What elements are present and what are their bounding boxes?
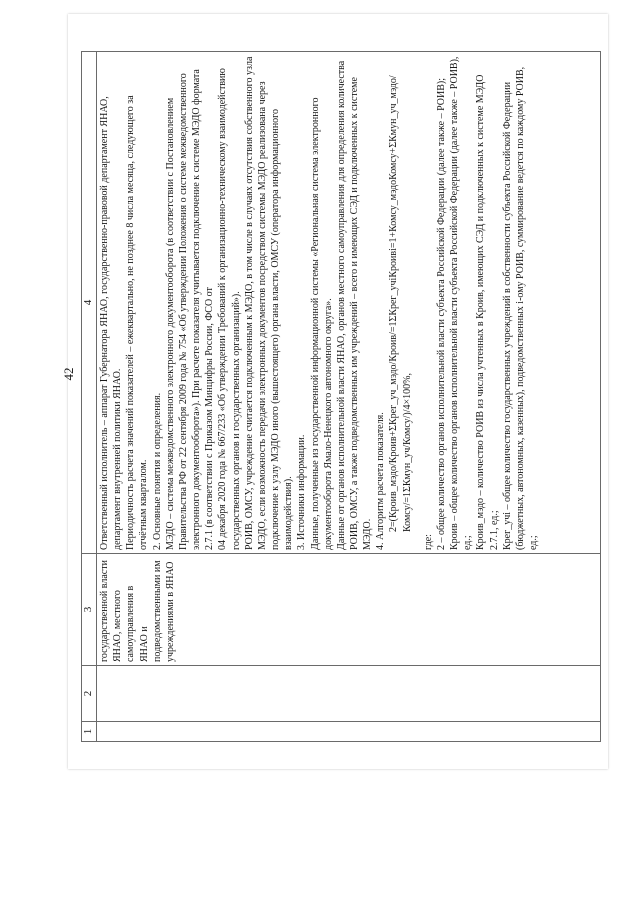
text-section-2-heading: 2. Основные понятия и определения. <box>151 392 163 550</box>
text-where: где: <box>422 534 434 550</box>
text-order-reference: 04 декабря 2020 года № 667/233 «Об утверждении Требований к организационно-техническому взаимодействию государственных органов и государственных организаций»). <box>217 68 242 550</box>
text-source-2: Данные от органов исполнительной власти ЯНАО, органов местного самоуправления для определения количества РОИВ, ОМСУ, а также подведомственных им учреждений – всего и имеющих СЭД и подключенных к системе МЭДО. <box>335 60 374 550</box>
cell-col-2 <box>97 666 601 722</box>
text-def-kreg-uch: Крег_учi – общее количество государственных учреждений в собственности субъекта Российской Федерации (бюджетных, автономных, казенных), подведомственных i-ому РОИВ, суммирование ведется по каждому РОИВ, ед.; <box>501 66 539 550</box>
text-medo-definition: МЭДО – система межведомственного электронного документооборота (в соответствии с Постановлением Правительства РФ от 22 сентября 2009 года № 754 «Об утверждении Положения о системе межведомственного электронного документооборота»). При расчете показателя учитывается подключение к системе МЭДО формата 2.7.1 (в соответствии с Приказом Минцифры России, ФСО от <box>164 69 216 550</box>
text-connection-rule: РОИВ, ОМСУ, учреждение считается подключенным к МЭДО, в том числе в случаях отсутствия собственного узла МЭДО, если возможность передачи электронных документов посредством системы МЭДО реализована через подключение к узлу МЭДО иного (вышестоящего) органа власти, ОМСУ (оператора информационного взаимодействия). <box>243 56 295 550</box>
cell-col-1 <box>97 722 601 742</box>
cell-col-4 <box>97 52 601 554</box>
text-section-3-heading: 3. Источники информации. <box>296 434 308 550</box>
header-col-3: 3 <box>82 554 97 666</box>
rotated-table-wrapper <box>81 52 601 742</box>
text-responsible: Ответственный исполнитель – аппарат Губернатора ЯНАО, государственно-правовой департамент ЯНАО, департамент внутренней политики ЯНАО. <box>99 96 124 550</box>
text-def-z: 2 – общее количество органов исполнительной власти субъекта Российской Федерации (далее также – РОИВ); <box>435 78 447 550</box>
page-number: 42 <box>61 367 76 381</box>
text-section-4-heading: 4. Алгоритм расчета показателя. <box>375 412 387 550</box>
cell-col-3: государственной власти ЯНАО, местного самоуправления в ЯНАО и подведомственными им учреждениями в ЯНАО <box>97 554 601 666</box>
spacer <box>414 55 422 550</box>
header-col-2: 2 <box>82 666 97 722</box>
text-formula: 2=(Кроив_мэдо/Кроив+ΣКрег_уч_мэдо/Кроив/=1ΣКрег_учiКроивi=1+Комсу_мэдоКомсу+ΣКмун_уч_мэдо/Комсу/=1ΣКмун_уч/Комсу/)/4×100%, <box>388 75 413 532</box>
text-periodicity: Периодичность расчета значений показателей – ежеквартально, не позднее 8 числа месяца, следующего за отчётным кварталом. <box>125 95 150 550</box>
text-source-1: Данные, полученные из государственной информационной системы «Региональная система электронного документооборота Ямало-Ненецкого автономного округа». <box>309 97 334 550</box>
header-col-4: 4 <box>82 52 97 554</box>
header-col-1: 1 <box>82 722 97 742</box>
table-row <box>97 52 601 742</box>
text-def-kroiv: Кроив – общее количество органов исполнительной власти субъекта Российской Федерации (далее также – РОИВ), ед.; <box>449 56 474 550</box>
indicator-table <box>81 51 601 742</box>
text-def-kroiv-medo: Кроив_мэдо – количество РОИВ из числа учтенных в Кроив, имеющих СЭД и подключенных к системе МЭДО 2.7.1, ед.; <box>475 74 500 550</box>
table-header-row <box>82 52 97 742</box>
